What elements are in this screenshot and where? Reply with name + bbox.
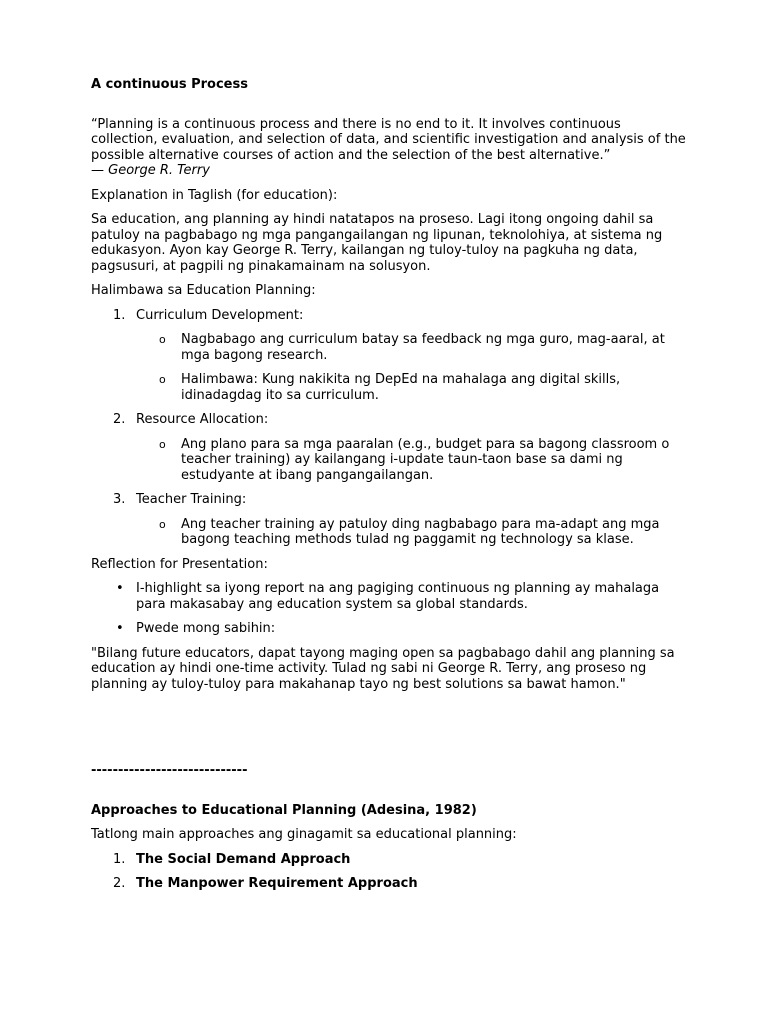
sub-list-item — [91, 372, 691, 403]
examples-label: Halimbawa sa Education Planning: — [91, 283, 316, 298]
list-number: 1. — [113, 307, 126, 323]
sub-list-item — [91, 437, 691, 484]
closing-quote: "Bilang future educators, dapat tayong maging open sa pagbabago dahil ang planning sa education ay hindi one-time activity. Tulad ng sabi ni George R. Terry, ang proseso ng planning ay tuloy-tuloy para makahanap tayo ng best solutions sa bawat hamon." — [91, 645, 675, 692]
explanation-paragraph: Sa education, ang planning ay hindi natatapos na proseso. Lagi itong ongoing dahil sa patuloy na pagbabago ng mga pangangailangan ng lipunan, teknolohiya, at sistema ng edukasyon. Ayon kay George R. Terry, kailangan ng tuloy-tuloy na pagkuha ng data, pagsusuri, at pagpili ng pinakamainam na solusyon. — [91, 212, 663, 274]
explanation-label: Explanation in Taglish (for education): — [91, 187, 338, 203]
list-number: 2. — [113, 412, 126, 427]
sub-list-item — [91, 332, 691, 363]
document-page — [91, 77, 691, 901]
list-number: 3. — [113, 492, 126, 507]
sub-list-text: Halimbawa: Kung nakikita ng DepEd na mahalaga ang digital skills, idinadagdag ito sa curriculum. — [181, 372, 621, 403]
section-title: A continuous Process — [91, 77, 248, 92]
sub-list-text: Ang plano para sa mga paaralan (e.g., budget para sa bagong classroom o teacher training) ay kailangang i-update taun-taon base sa dami ng estudyante at ibang pangangailangan. — [181, 436, 670, 483]
approaches-intro: Tatlong main approaches ang ginagamit sa educational planning: — [91, 827, 517, 842]
circle-bullet-icon: o — [159, 373, 166, 386]
list-item — [91, 876, 691, 892]
sub-list-item — [91, 517, 691, 548]
terry-quote: “Planning is a continuous process and there is no end to it. It involves continuous collection, evaluation, and selection of data, and scientific investigation and analysis of the possible alternative courses of action and the selection of the best alternative.” — [91, 116, 686, 163]
bullet-icon: • — [116, 621, 124, 636]
list-item — [91, 308, 691, 324]
section-divider: ----------------------------- — [91, 763, 248, 778]
circle-bullet-icon: o — [159, 437, 166, 451]
list-item — [91, 852, 691, 868]
quote-author: — George R. Terry — [91, 163, 210, 178]
sub-list-text: Nagbabago ang curriculum batay sa feedback ng mga guro, mag-aaral, at mga bagong research. — [181, 332, 665, 363]
bullet-item — [91, 581, 691, 612]
bullet-text: I-highlight sa iyong report na ang pagiging continuous ng planning ay mahalaga para makasabay ang education system sa global standards. — [136, 581, 660, 612]
list-item-label: The Manpower Requirement Approach — [136, 876, 418, 891]
list-item — [91, 492, 691, 508]
circle-bullet-icon: o — [159, 333, 166, 346]
sub-list-text: Ang teacher training ay patuloy ding nagbabago para ma-adapt ang mga bagong teaching methods tulad ng paggamit ng technology sa klase. — [181, 516, 660, 547]
bullet-icon: • — [116, 581, 124, 596]
list-item-label: Curriculum Development: — [136, 307, 304, 323]
list-number: 2. — [113, 876, 126, 891]
bullet-text: Pwede mong sabihin: — [136, 621, 276, 636]
circle-bullet-icon: o — [159, 517, 166, 531]
bullet-item — [91, 621, 691, 637]
list-number: 1. — [113, 851, 126, 867]
reflection-label: Reflection for Presentation: — [91, 556, 268, 572]
list-item — [91, 412, 691, 428]
list-item-label: Teacher Training: — [136, 492, 247, 507]
list-item-label: Resource Allocation: — [136, 412, 269, 427]
list-item-label: The Social Demand Approach — [136, 851, 351, 867]
approaches-heading: Approaches to Educational Planning (Adesina, 1982) — [91, 802, 477, 818]
